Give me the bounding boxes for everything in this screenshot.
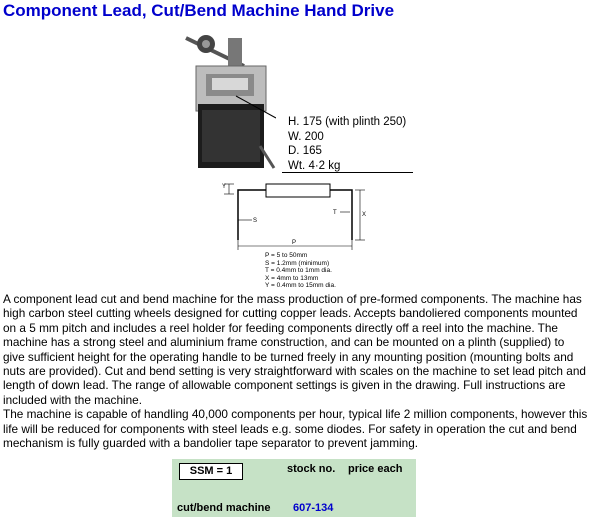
stock-number-link[interactable]: 607-134 — [293, 502, 334, 514]
product-description — [3, 292, 588, 450]
drawing-label-x: X — [362, 212, 367, 218]
legend-x: X = 4mm to 13mm — [265, 274, 319, 282]
spec-underline — [282, 172, 413, 173]
drawing-label-p: P — [292, 240, 297, 246]
spec-depth: D. 165 — [288, 145, 322, 157]
machine-photo — [176, 26, 276, 176]
spec-height: H. 175 (with plinth 250) — [288, 116, 407, 128]
stock-no-header: stock no. — [287, 463, 336, 475]
drawing-label-t: T — [333, 210, 337, 216]
spec-weight: Wt. 4·2 kg — [288, 159, 341, 172]
spec-width: W. 200 — [288, 130, 324, 143]
ssm-badge: SSM = 1 — [179, 463, 243, 480]
description-paragraph-1: A component lead cut and bend machine for the mass production of pre-formed components. The machine has high carbon steel cutting wheels designed for cutting copper leads. Accepts bandoliered components mounted on a 5 mm pitch and includes a reel holder for feeding components directly off a reel into the machine. The machine has a strong steel and aluminium frame construction, and can be mounted on a plinth (supplied) to give sufficient height for the operating handle to be turned freely in any mounting position (mounting bolts and nuts are provided). Cut and bend setting is very straightforward with scales on the machine to set lead pitch and length of down lead. The range of allowable component settings is given in the drawing. Full instructions are included with the machine. — [3, 292, 586, 407]
item-label: cut/bend machine — [177, 502, 271, 514]
price-each-header: price each — [348, 463, 403, 475]
drawing-label-y: Y — [222, 184, 227, 190]
legend-p: P = 5 to 50mm — [265, 252, 308, 259]
legend-s: S = 1.2mm (minimum) — [265, 259, 330, 267]
drawing-label-s: S — [253, 218, 258, 224]
description-paragraph-2: The machine is capable of handling 40,000 components per hour, typical life 2 million components, however this life will be reduced for components with steel leads e.g. some diodes. For safety in operation the cut and bend mechanism is fully guarded with a bandolier tape separator to prevent jamming. — [3, 407, 588, 451]
legend-t: T = 0.4mm to 1mm dia. — [265, 267, 332, 274]
pricing-table — [172, 459, 416, 517]
drawing-legend — [265, 252, 336, 290]
dimensions-list — [288, 115, 406, 173]
page-title: Component Lead, Cut/Bend Machine Hand Drive — [3, 1, 395, 20]
legend-y: Y = 0.4mm to 15mm dia. — [265, 282, 336, 289]
